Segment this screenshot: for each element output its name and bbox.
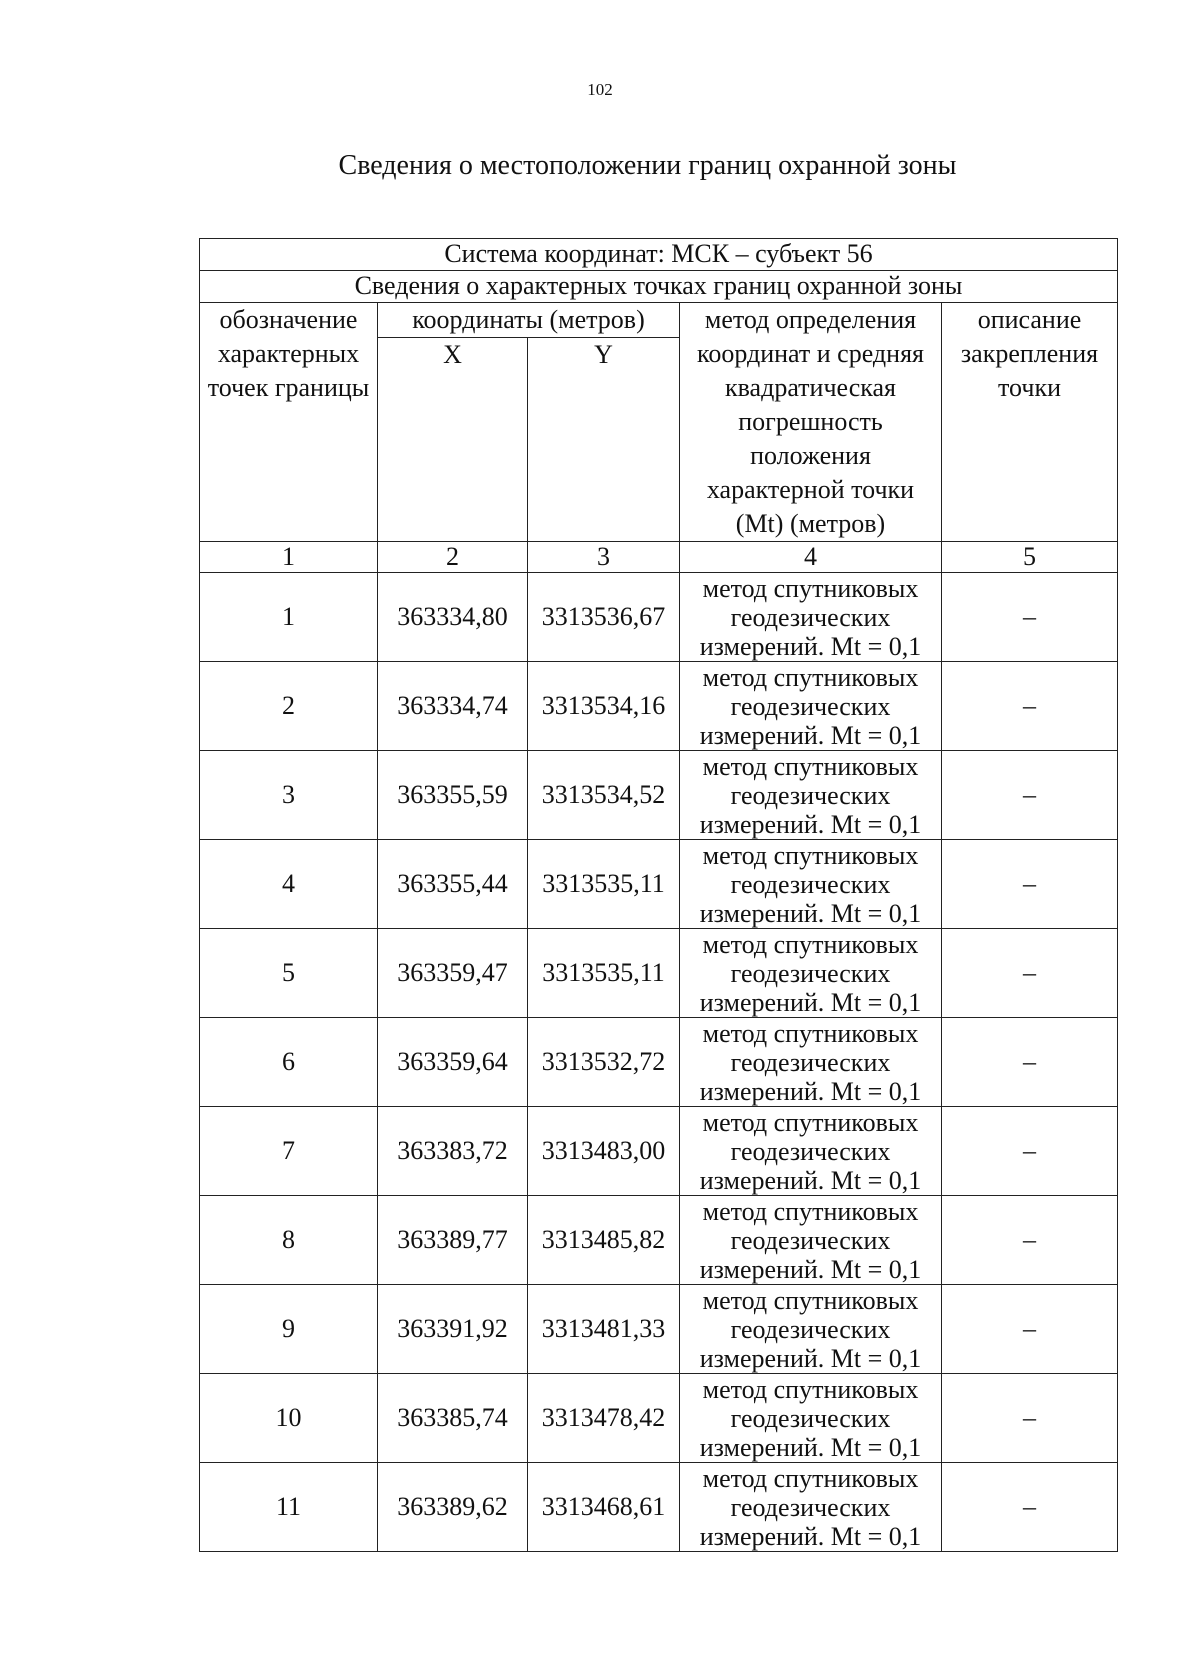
point-cell: 2	[200, 662, 378, 751]
point-cell: 11	[200, 1463, 378, 1552]
y-cell: 3313532,72	[528, 1018, 680, 1107]
table-row	[200, 1018, 1118, 1107]
coordinate-system-row	[200, 239, 1118, 271]
coordinate-system-cell: Система координат: МСК – субъект 56	[200, 239, 1118, 271]
method-cell: метод спутниковых геодезических измерений. Mt = 0,1	[680, 1196, 942, 1285]
y-cell: 3313478,42	[528, 1374, 680, 1463]
column-number: 1	[200, 542, 378, 573]
description-cell: –	[942, 1196, 1118, 1285]
method-cell: метод спутниковых геодезических измерений. Mt = 0,1	[680, 1285, 942, 1374]
x-cell: 363355,59	[378, 751, 528, 840]
point-cell: 6	[200, 1018, 378, 1107]
point-cell: 4	[200, 840, 378, 929]
table-row	[200, 573, 1118, 662]
method-cell: метод спутниковых геодезических измерений. Mt = 0,1	[680, 1107, 942, 1196]
coordinates-table	[199, 238, 1118, 1552]
table-row	[200, 1285, 1118, 1374]
y-cell: 3313534,16	[528, 662, 680, 751]
point-cell: 9	[200, 1285, 378, 1374]
description-cell: –	[942, 1018, 1118, 1107]
y-cell: 3313485,82	[528, 1196, 680, 1285]
column-number: 3	[528, 542, 680, 573]
description-cell: –	[942, 751, 1118, 840]
header-x: X	[378, 338, 528, 542]
point-cell: 5	[200, 929, 378, 1018]
table-body	[200, 239, 1118, 1552]
x-cell: 363334,80	[378, 573, 528, 662]
table-row	[200, 1107, 1118, 1196]
table-row	[200, 1374, 1118, 1463]
info-row	[200, 271, 1118, 303]
header-description: описание закрепления точки	[942, 303, 1118, 542]
description-cell: –	[942, 1107, 1118, 1196]
header-method: метод определения координат и средняя квадратическая погрешность положения характерной точки (Mt) (метров)	[680, 303, 942, 542]
description-cell: –	[942, 1374, 1118, 1463]
x-cell: 363389,62	[378, 1463, 528, 1552]
table-row	[200, 1196, 1118, 1285]
table-row	[200, 662, 1118, 751]
method-cell: метод спутниковых геодезических измерений. Mt = 0,1	[680, 840, 942, 929]
x-cell: 363391,92	[378, 1285, 528, 1374]
description-cell: –	[942, 573, 1118, 662]
point-cell: 10	[200, 1374, 378, 1463]
column-number-row	[200, 542, 1118, 573]
method-cell: метод спутниковых геодезических измерений. Mt = 0,1	[680, 1018, 942, 1107]
x-cell: 363359,64	[378, 1018, 528, 1107]
description-cell: –	[942, 662, 1118, 751]
header-y: Y	[528, 338, 680, 542]
point-cell: 3	[200, 751, 378, 840]
y-cell: 3313535,11	[528, 840, 680, 929]
description-cell: –	[942, 929, 1118, 1018]
column-number: 5	[942, 542, 1118, 573]
x-cell: 363385,74	[378, 1374, 528, 1463]
y-cell: 3313536,67	[528, 573, 680, 662]
method-cell: метод спутниковых геодезических измерений. Mt = 0,1	[680, 1374, 942, 1463]
y-cell: 3313483,00	[528, 1107, 680, 1196]
table-row	[200, 1463, 1118, 1552]
point-cell: 7	[200, 1107, 378, 1196]
column-number: 4	[680, 542, 942, 573]
info-cell: Сведения о характерных точках границ охранной зоны	[200, 271, 1118, 303]
y-cell: 3313468,61	[528, 1463, 680, 1552]
header-coordinates: координаты (метров)	[378, 303, 680, 338]
x-cell: 363389,77	[378, 1196, 528, 1285]
document-title: Сведения о местоположении границ охранной зоны	[338, 150, 957, 181]
description-cell: –	[942, 1285, 1118, 1374]
column-number: 2	[378, 542, 528, 573]
x-cell: 363355,44	[378, 840, 528, 929]
point-cell: 8	[200, 1196, 378, 1285]
x-cell: 363383,72	[378, 1107, 528, 1196]
method-cell: метод спутниковых геодезических измерений. Mt = 0,1	[680, 1463, 942, 1552]
y-cell: 3313481,33	[528, 1285, 680, 1374]
description-cell: –	[942, 840, 1118, 929]
method-cell: метод спутниковых геодезических измерений. Mt = 0,1	[680, 929, 942, 1018]
y-cell: 3313535,11	[528, 929, 680, 1018]
header-point: обозначение характерных точек границы	[200, 303, 378, 542]
point-cell: 1	[200, 573, 378, 662]
table-row	[200, 751, 1118, 840]
header-row	[200, 303, 1118, 338]
table-row	[200, 840, 1118, 929]
method-cell: метод спутниковых геодезических измерений. Mt = 0,1	[680, 573, 942, 662]
x-cell: 363334,74	[378, 662, 528, 751]
table-row	[200, 929, 1118, 1018]
method-cell: метод спутниковых геодезических измерений. Mt = 0,1	[680, 751, 942, 840]
description-cell: –	[942, 1463, 1118, 1552]
method-cell: метод спутниковых геодезических измерений. Mt = 0,1	[680, 662, 942, 751]
page-number: 102	[587, 80, 613, 99]
y-cell: 3313534,52	[528, 751, 680, 840]
x-cell: 363359,47	[378, 929, 528, 1018]
